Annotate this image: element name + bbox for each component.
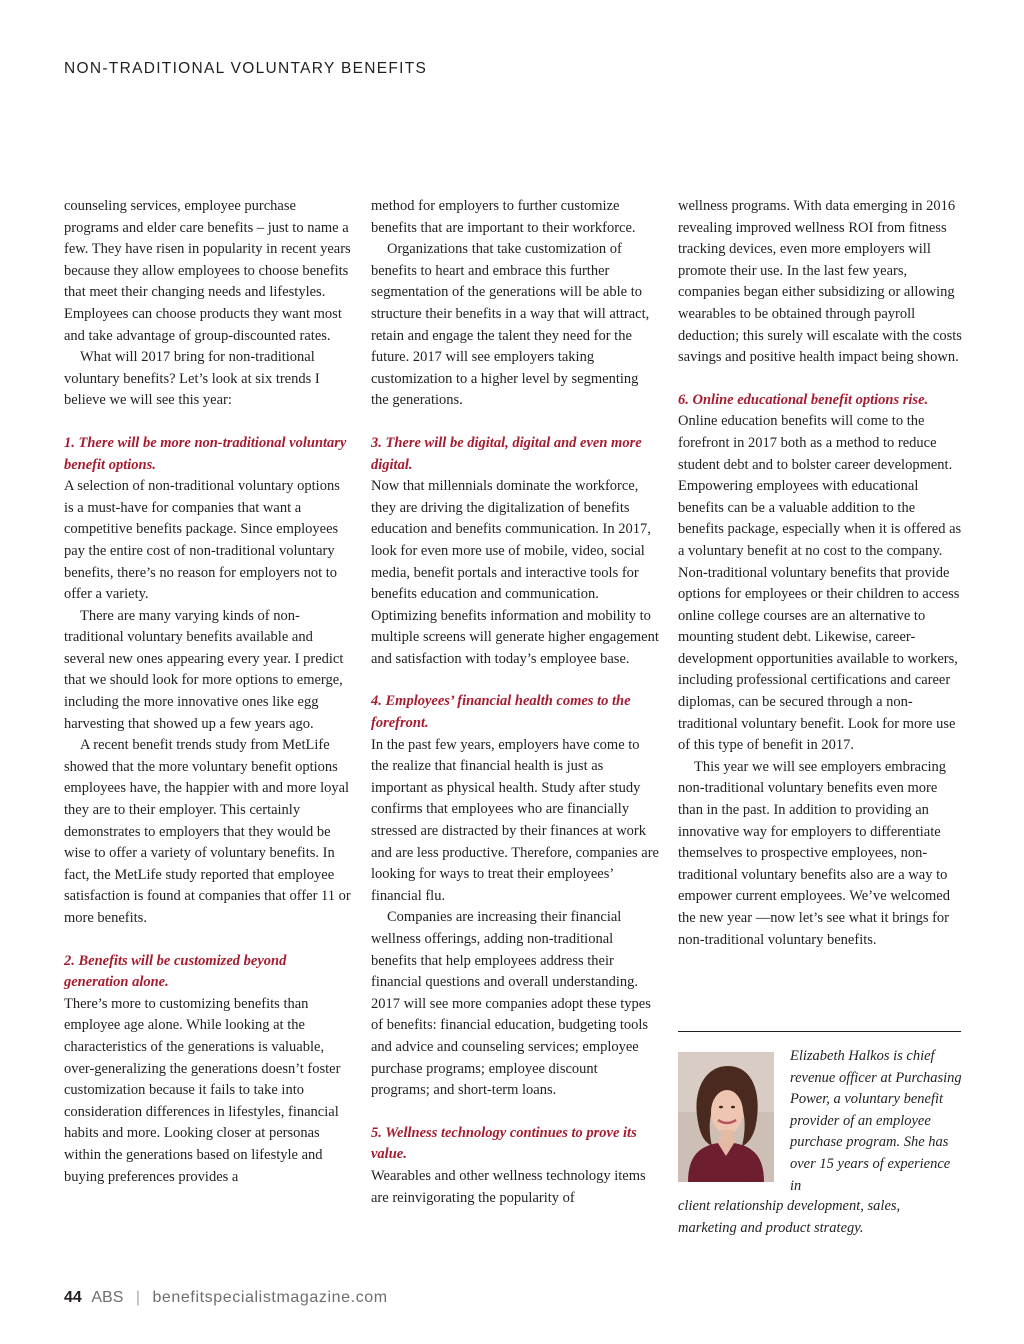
- paragraph: wellness programs. With data emerging in 2016 revealing improved wellness ROI from fitness tracking devices, even more employers will promote their use. In the last few years, companies began either subsidizing or allowing wearables to be obtained through payroll deduction; this surely will escalate with the costs savings and positive health impact being shown.: [678, 198, 962, 366]
- paragraph: Online education benefits will come to the forefront in 2017 both as a method to reduce student debt and to bolster career development. Empowering employees with educational benefits can be a valuable addition to the benefits package, especially when it is offered as a voluntary benefit at no cost to the company. Non-traditional voluntary benefits that provide options for employees or their children to access online college courses are an alternative to mounting student debt. Likewise, career-development opportunities available to workers, including professional certifications and career diplomas, can be secured through a non-traditional voluntary benefit. Look for more use of this type of benefit in 2017.: [678, 413, 962, 754]
- paragraph: In the past few years, employers have come to the realize that financial health is just as important as physical health. Study after study confirms that employees who are financially stressed are distracted by their finances at work and are less productive. Therefore, companies are looking for ways to treat their employees’ financial flu.: [371, 736, 659, 904]
- website-link[interactable]: benefitspecialistmagazine.com: [152, 1289, 388, 1306]
- paragraph: Organizations that take customization of benefits to heart and embrace this further segmentation of the generations will be able to structure their benefits in a way that will attract, retain and engage the talent they need for the future. 2017 will see employers taking customization to a higher level by segmenting the generations.: [371, 241, 650, 409]
- footer-separator: |: [135, 1289, 140, 1306]
- paragraph: Companies are increasing their financial wellness offerings, adding non-traditional benefits that help employees address their financial questions and overall understanding. 2017 will see more companies adopt these types of benefits: financial education, budgeting tools and advice and counseling services; employee purchase programs; employee discount programs; and short-term loans.: [371, 909, 651, 1099]
- magazine-abbreviation: ABS: [91, 1289, 124, 1306]
- author-photo: [678, 1052, 774, 1182]
- author-bio: Elizabeth Halkos is chief revenue officer at Purchasing Power, a voluntary benefit provider of an employee purchase program. She has over 15 years of experience in: [790, 1048, 962, 1194]
- trend-heading-6: 6. Online educational benefit options rise.: [678, 391, 929, 408]
- paragraph: method for employers to further customize benefits that are important to their workforce.: [371, 198, 636, 236]
- paragraph: This year we will see employers embracing non-traditional voluntary benefits even more than in the past. In addition to providing an innovative way for employers to differentiate themselves to prospective employees, non-traditional voluntary benefits also are a way to empower current employees. We’ve welcomed the new year —now let’s see what it brings for non-traditional voluntary benefits.: [678, 758, 950, 948]
- page-footer: [64, 1289, 388, 1307]
- paragraph: Wearables and other wellness technology items are reinvigorating the popularity of: [371, 1167, 646, 1206]
- paragraph: A recent benefit trends study from MetLife showed that the more voluntary benefit options employees have, the happier with and more loyal they are to their employer. This certainly demonstrates to employers that they would be wise to offer a variety of voluntary benefits. In fact, the MetLife study reported that employee satisfaction is found at companies that offer 11 or more benefits.: [64, 737, 351, 926]
- article-column-1: [64, 196, 352, 1188]
- trend-heading-3: 3. There will be digital, digital and even more digital.: [371, 434, 642, 473]
- paragraph: Now that millennials dominate the workforce, they are driving the digitalization of benefits education and benefits communication. In 2017, look for even more use of mobile, video, social media, benefit portals and interactive tools for benefits education and communication. Optimizing benefits information and mobility to multiple screens will generate higher engagement and satisfaction with today’s employee base.: [371, 478, 659, 667]
- paragraph: counseling services, employee purchase programs and elder care benefits – just to name a few. They have risen in popularity in recent years because they allow employees to choose benefits that meet their changing needs and lifestyles. Employees can choose products they want most and take advantage of group-discounted rates.: [64, 198, 351, 344]
- page-number: 44: [64, 1289, 82, 1306]
- article-column-2: [371, 196, 659, 1209]
- author-bio-continued: client relationship development, sales, marketing and product strategy.: [678, 1198, 901, 1236]
- trend-heading-5: 5. Wellness technology continues to prove its value.: [371, 1124, 637, 1163]
- paragraph: There’s more to customizing benefits than employee age alone. While looking at the characteristics of the generations is valuable, over-generalizing the generations doesn’t foster customization because it fails to take into consideration differences in lifestyles, financial habits and more. Looking closer at personas within the generations based on lifestyle and buying preferences provides a: [64, 995, 341, 1185]
- bio-divider: [678, 1031, 961, 1032]
- trend-heading-1: 1. There will be more non-traditional voluntary benefit options.: [64, 434, 347, 473]
- section-header: NON-TRADITIONAL VOLUNTARY BENEFITS: [64, 60, 428, 77]
- paragraph: There are many varying kinds of non-traditional voluntary benefits available and several new ones appearing every year. I predict that we should look for more options to emerge, including the more innovative ones like egg harvesting that showed up a few years ago.: [64, 607, 344, 732]
- trend-heading-4: 4. Employees’ financial health comes to the forefront.: [371, 693, 631, 732]
- paragraph: A selection of non-traditional voluntary options is a must-have for companies that want a competitive benefits package. Since employees pay the entire cost of non-traditional voluntary benefits, there’s no reason for employers not to offer a variety.: [64, 478, 340, 603]
- paragraph: What will 2017 bring for non-traditional voluntary benefits? Let’s look at six trends I believe we will see this year:: [64, 349, 320, 409]
- article-column-3: [678, 196, 962, 951]
- trend-heading-2: 2. Benefits will be customized beyond generation alone.: [64, 952, 287, 991]
